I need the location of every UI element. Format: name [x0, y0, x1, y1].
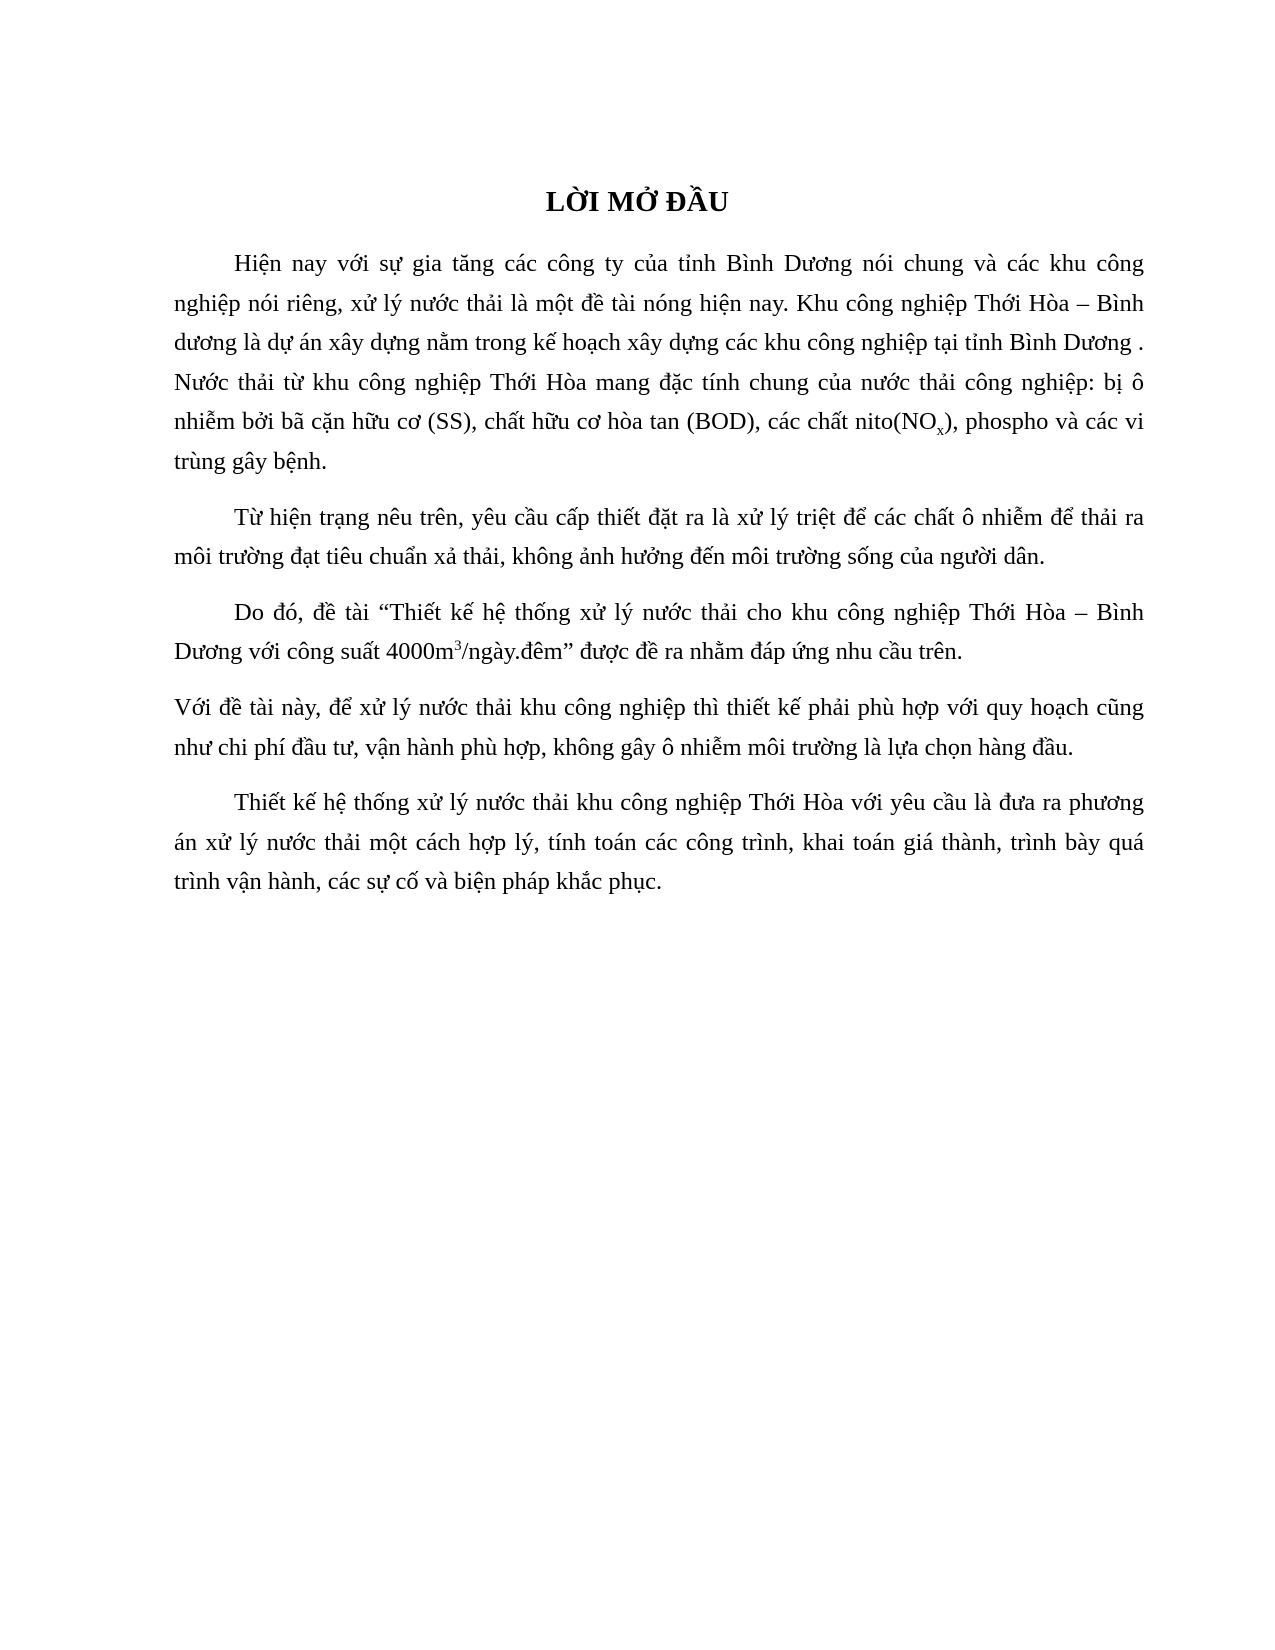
paragraph-requirement: Từ hiện trạng nêu trên, yêu cầu cấp thiết đặt ra là xử lý triệt để các chất ô nhiễm để thải ra môi trường đạt tiêu chuẩn xả thải, không ảnh hưởng đến môi trường sống của người dân. [174, 503, 1144, 571]
paragraph-design-criteria: Với đề tài này, để xử lý nước thải khu công nghiệp thì thiết kế phải phù hợp với quy hoạch cũng như chi phí đầu tư, vận hành phù hợp, không gây ô nhiễm môi trường là lựa chọn hàng đầu. [174, 693, 1144, 761]
paragraph-topic-text-end: /ngày.đêm” được đề ra nhằm đáp ứng nhu cầu trên. [461, 638, 963, 666]
paragraph-topic-text: Do đó, đề tài “Thiết kế hệ thống xử lý nước thải cho khu công nghiệp Thới Hòa – Bình Dương với công suất 4000m [174, 598, 1144, 666]
paragraph-topic [174, 593, 1144, 672]
document-body [174, 244, 1144, 918]
page-title: LỜI MỞ ĐẦU [545, 186, 730, 218]
nox-subscript: x [936, 423, 945, 440]
paragraph-design-scope: Thiết kế hệ thống xử lý nước thải khu công nghiệp Thới Hòa với yêu cầu là đưa ra phương án xử lý nước thải một cách hợp lý, tính toán các công trình, khai toán giá thành, trình bày quá trình vận hành, các sự cố và biện pháp khắc phục. [174, 789, 1144, 896]
paragraph-intro-text: Hiện nay với sự gia tăng các công ty của tỉnh Bình Dương nói chung và các khu công nghiệp nói riêng, xử lý nước thải là một đề tài nóng hiện nay. Khu công nghiệp Thới Hòa – Bình dương là dự án xây dựng nằm trong kế hoạch xây dựng các khu công nghiệp tại tỉnh Bình Dương . Nước thải từ khu công nghiệp Thới Hòa mang đặc tính chung của nước thải công nghiệp: bị ô nhiễm bởi bã cặn hữu cơ (SS), chất hữu cơ hòa tan (BOD), các chất nito(NO [174, 250, 1144, 436]
paragraph-intro [174, 244, 1144, 482]
cubic-superscript: 3 [454, 638, 462, 655]
paragraph-intro-text-end: ), phospho và các vi trùng gây bệnh. [174, 408, 1145, 475]
